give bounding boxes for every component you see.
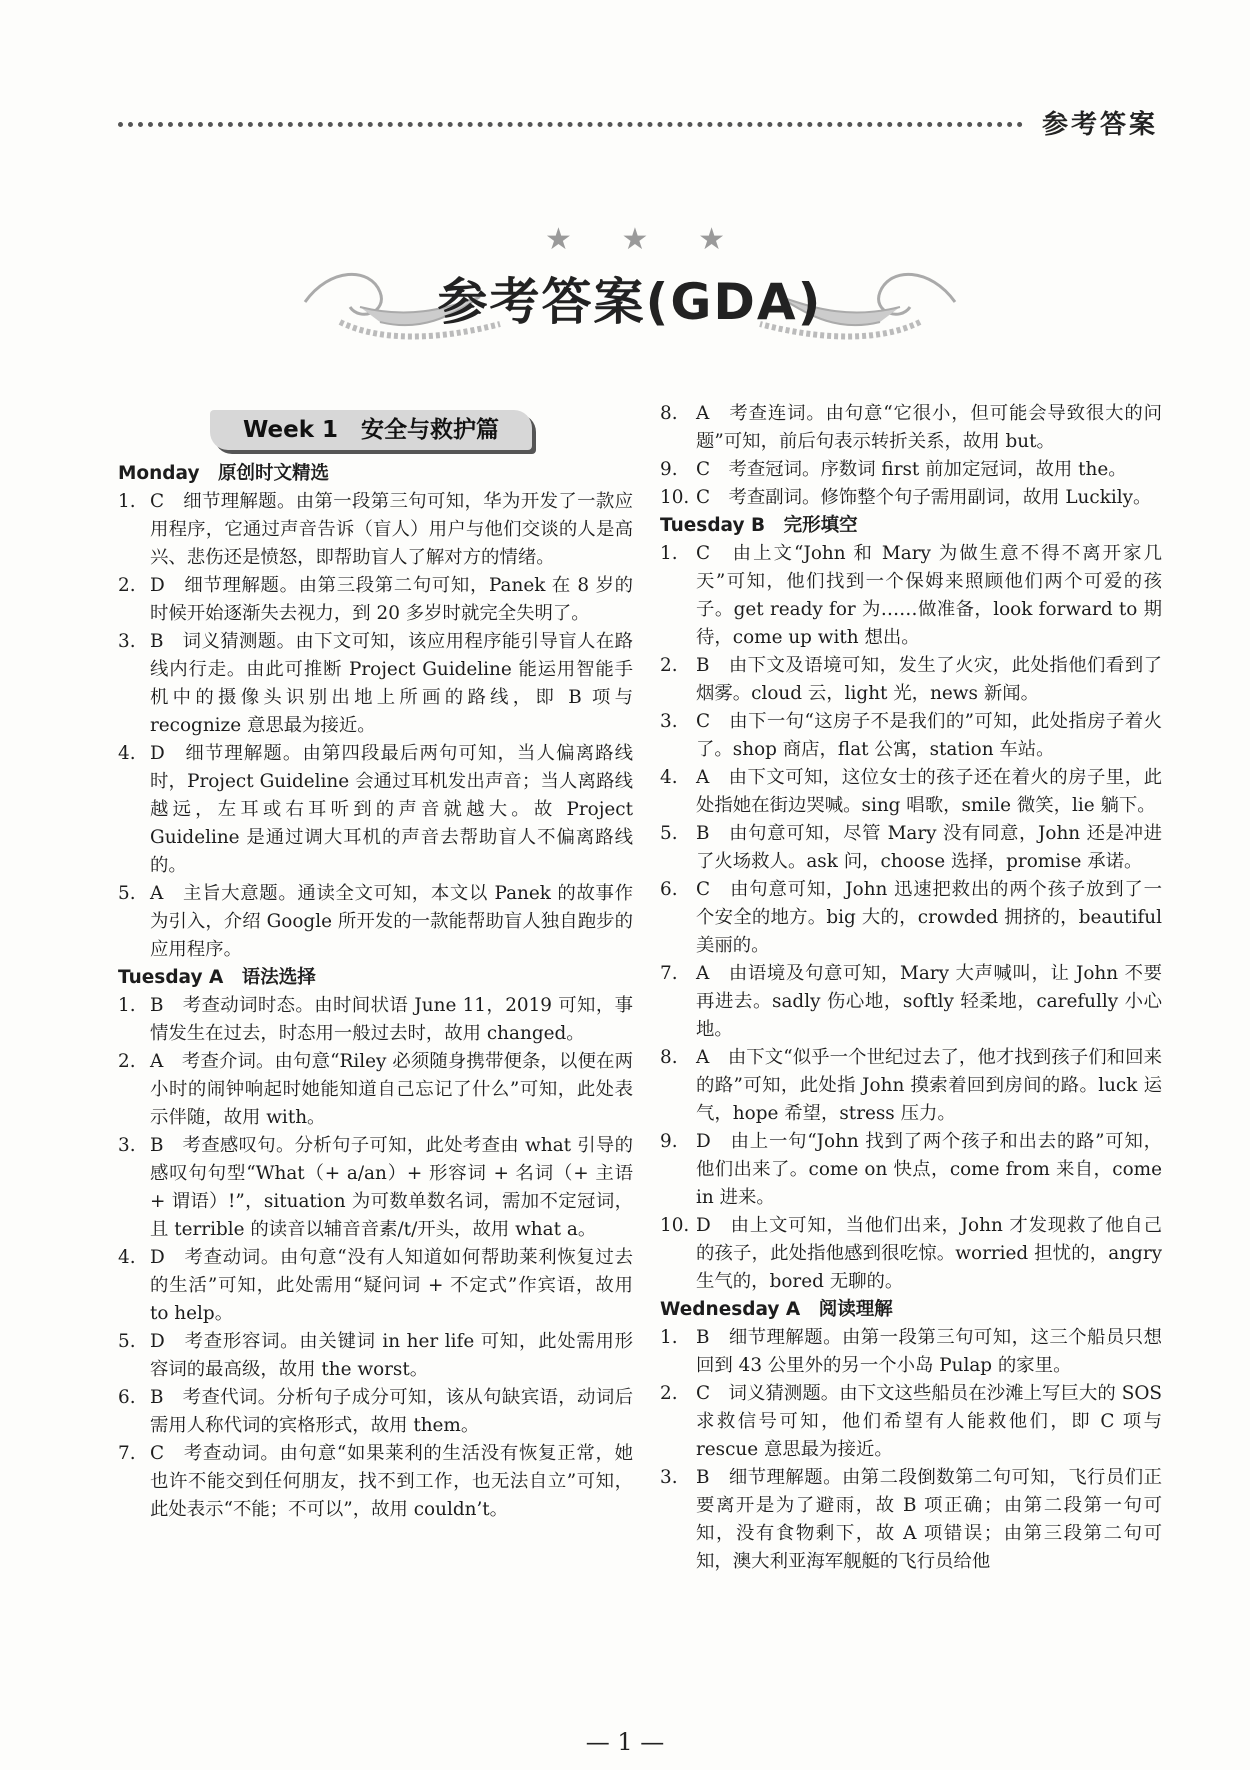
header-title: 参考答案: [1041, 110, 1158, 140]
answer-item: [118, 992, 633, 1048]
section-heading-wednesday-a: Wednesday A 阅读理解: [660, 1299, 893, 1320]
answer-item: [118, 1244, 633, 1328]
answer-text: B 考查感叹句。分析句子可知，此处考查由 what 引导的感叹句句型“What（+ a/an）+ 形容词 + 名词（+ 主语 + 谓语）!”，situation 为可数单数名词，需加不定冠词，且 terrible 的读音以辅音音素/t/开头，故用 what a。: [150, 1135, 633, 1240]
answer-text: C 考查冠词。序数词 first 前加定冠词，故用 the。: [696, 459, 1127, 480]
answer-number: 2.: [118, 1051, 136, 1072]
answer-text: B 由下文及语境可知，发生了火灾，此处指他们看到了烟雾。cloud 云，light 光，news 新闻。: [696, 655, 1162, 704]
answer-number: 5.: [118, 883, 136, 904]
answer-text: C 词义猜测题。由下文这些船员在沙滩上写巨大的 SOS 求救信号可知，他们希望有人能救他们，即 C 项与 rescue 意思最为接近。: [696, 1383, 1162, 1460]
answer-text: D 由上文可知，当他们出来，John 才发现救了他自己的孩子，此处指他感到很吃惊。worried 担忧的，angry 生气的，bored 无聊的。: [696, 1215, 1162, 1292]
answer-text: B 细节理解题。由第一段第三句可知，这三个船员只想回到 43 公里外的另一个小岛 Pulap 的家里。: [696, 1327, 1162, 1376]
answer-text: D 细节理解题。由第三段第二句可知，Panek 在 8 岁的时候开始逐渐失去视力，到 20 多岁时就完全失明了。: [150, 575, 633, 624]
answer-item: [660, 456, 1162, 484]
answer-item: [118, 880, 633, 964]
answer-number: 2.: [118, 575, 136, 596]
answer-item: [660, 1128, 1162, 1212]
answer-number: 8.: [660, 1047, 678, 1068]
answer-number: 1.: [660, 1327, 678, 1348]
answer-number: 3.: [118, 631, 136, 652]
answer-item: [660, 1212, 1162, 1296]
answer-item: [660, 1464, 1162, 1576]
answer-text: D 细节理解题。由第四段最后两句可知，当人偏离路线时，Project Guideline 会通过耳机发出声音；当人离路线越远，左耳或右耳听到的声音就越大。故 Project Guideline 是通过调大耳机的声音去帮助盲人不偏离路线的。: [150, 743, 633, 876]
answer-number: 4.: [118, 743, 136, 764]
answer-text: B 由句意可知，尽管 Mary 没有同意，John 还是冲进了火场救人。ask 问，choose 选择，promise 承诺。: [696, 823, 1162, 872]
answer-text: B 考查动词时态。由时间状语 June 11，2019 可知，事情发生在过去，时态用一般过去时，故用 changed。: [150, 995, 633, 1044]
answer-item: [660, 1380, 1162, 1464]
answer-number: 9.: [660, 1131, 678, 1152]
answer-text: D 考查形容词。由关键词 in her life 可知，此处需用形容词的最高级，故用 the worst。: [150, 1331, 633, 1380]
answer-text: B 考查代词。分析句子成分可知，该从句缺宾语，动词后需用人称代词的宾格形式，故用 them。: [150, 1387, 633, 1436]
answer-text: A 考查介词。由句意“Riley 必须随身携带便条，以便在两小时的闹钟响起时她能知道自己忘记了什么”可知，此处表示伴随，故用 with。: [150, 1051, 633, 1128]
week-banner: Week 1 安全与救护篇: [210, 410, 532, 450]
answer-number: 7.: [660, 963, 678, 984]
answer-number: 1.: [118, 491, 136, 512]
answer-item: [118, 572, 633, 628]
answer-item: [118, 488, 633, 572]
answer-text: A 主旨大意题。通读全文可知，本文以 Panek 的故事作为引入，介绍 Google 所开发的一款能帮助盲人独自跑步的应用程序。: [150, 883, 633, 960]
answer-number: 5.: [118, 1331, 136, 1352]
answer-number: 1.: [660, 543, 678, 564]
answer-number: 7.: [118, 1443, 136, 1464]
star-icon: ★: [545, 222, 572, 257]
right-column: [660, 400, 1162, 1576]
answer-number: 5.: [660, 823, 678, 844]
answer-number: 3.: [660, 1467, 678, 1488]
running-header: [118, 100, 1158, 140]
answer-text: C 考查副词。修饰整个句子需用副词，故用 Luckily。: [696, 487, 1152, 508]
answer-text: A 由语境及句意可知，Mary 大声喊叫，让 John 不要再进去。sadly 伤心地，softly 轻柔地，carefully 小心地。: [696, 963, 1162, 1040]
answer-item: [660, 708, 1162, 764]
answer-item: [118, 1384, 633, 1440]
section-heading-monday: Monday 原创时文精选: [118, 463, 330, 484]
answer-number: 6.: [660, 879, 678, 900]
header-dotted-rule: [118, 122, 1023, 127]
answer-item: [660, 484, 1162, 512]
answer-item: [660, 1324, 1162, 1380]
answer-text: A 由下文可知，这位女士的孩子还在着火的房子里，此处指她在街边哭喊。sing 唱歌，smile 微笑，lie 躺下。: [696, 767, 1162, 816]
answer-text: C 由下一句“这房子不是我们的”可知，此处指房子着火了。shop 商店，flat 公寓，station 车站。: [696, 711, 1162, 760]
star-icon: ★: [621, 222, 649, 257]
section-heading-tuesday-b: Tuesday B 完形填空: [660, 515, 858, 536]
answer-item: [118, 1048, 633, 1132]
answer-item: [660, 960, 1162, 1044]
answer-item: [118, 1328, 633, 1384]
answer-number: 6.: [118, 1387, 136, 1408]
answer-item: [118, 740, 633, 880]
answer-text: C 细节理解题。由第一段第三句可知，华为开发了一款应用程序，它通过声音告诉（盲人）用户与他们交谈的人是高兴、悲伤还是愤怒，即帮助盲人了解对方的情绪。: [150, 491, 633, 568]
answer-number: 3.: [660, 711, 678, 732]
answer-item: [660, 764, 1162, 820]
answer-number: 2.: [660, 655, 678, 676]
answer-item: [660, 876, 1162, 960]
page-title: 参考答案(GDA): [437, 273, 823, 331]
answer-text: C 考查动词。由句意“如果莱利的生活没有恢复正常，她也许不能交到任何朋友，找不到工作，也无法自立”可知，此处表示“不能；不可以”，故用 couldn’t。: [150, 1443, 633, 1520]
answer-item: [660, 652, 1162, 708]
answer-number: 1.: [118, 995, 136, 1016]
answer-number: 4.: [660, 767, 678, 788]
answer-text: D 考查动词。由句意“没有人知道如何帮助莱利恢复过去的生活”可知，此处需用“疑问词 + 不定式”作宾语，故用 to help。: [150, 1247, 633, 1324]
answer-item: [660, 820, 1162, 876]
answer-number: 2.: [660, 1383, 678, 1404]
left-column: [118, 400, 633, 1524]
answer-item: [660, 540, 1162, 652]
answer-text: C 由句意可知，John 迅速把救出的两个孩子放到了一个安全的地方。big 大的，crowded 拥挤的，beautiful 美丽的。: [696, 879, 1162, 956]
answer-item: [660, 1044, 1162, 1128]
answer-item: [118, 1132, 633, 1244]
answer-number: 9.: [660, 459, 678, 480]
section-heading-tuesday-a: Tuesday A 语法选择: [118, 967, 316, 988]
answer-text: B 细节理解题。由第二段倒数第二句可知，飞行员们正要离开是为了避雨，故 B 项正确；由第二段第一句可知，没有食物剩下，故 A 项错误；由第三段第二句可知，澳大利亚海军舰艇的飞行员给他: [696, 1467, 1162, 1572]
answer-text: C 由上文“John 和 Mary 为做生意不得不离开家几天”可知，他们找到一个保姆来照顾他们两个可爱的孩子。get ready for 为……做准备，look forward to 期待，come up with 想出。: [696, 543, 1162, 648]
answer-number: 3.: [118, 1135, 136, 1156]
answer-item: [118, 628, 633, 740]
answer-number: 8.: [660, 403, 678, 424]
answer-item: [118, 1440, 633, 1524]
page-number: — 1 —: [585, 1728, 665, 1756]
answer-item: [660, 400, 1162, 456]
answer-number: 10.: [660, 487, 690, 508]
answer-number: 4.: [118, 1247, 136, 1268]
answer-number: 10.: [660, 1215, 690, 1236]
decorative-stars: [545, 222, 725, 257]
answer-text: B 词义猜测题。由下文可知，该应用程序能引导盲人在路线内行走。由此可推断 Project Guideline 能运用智能手机中的摄像头识别出地上所画的路线，即 B 项与 recognize 意思最为接近。: [150, 631, 633, 736]
answer-text: D 由上一句“John 找到了两个孩子和出去的路”可知，他们出来了。come on 快点，come from 来自，come in 进来。: [696, 1131, 1162, 1208]
answer-text: A 考查连词。由句意“它很小，但可能会导致很大的问题”可知，前后句表示转折关系，故用 but。: [696, 403, 1162, 452]
answer-text: A 由下文“似乎一个世纪过去了，他才找到孩子们和回来的路”可知，此处指 John 摸索着回到房间的路。luck 运气，hope 希望，stress 压力。: [696, 1047, 1162, 1124]
star-icon: ★: [698, 222, 725, 257]
